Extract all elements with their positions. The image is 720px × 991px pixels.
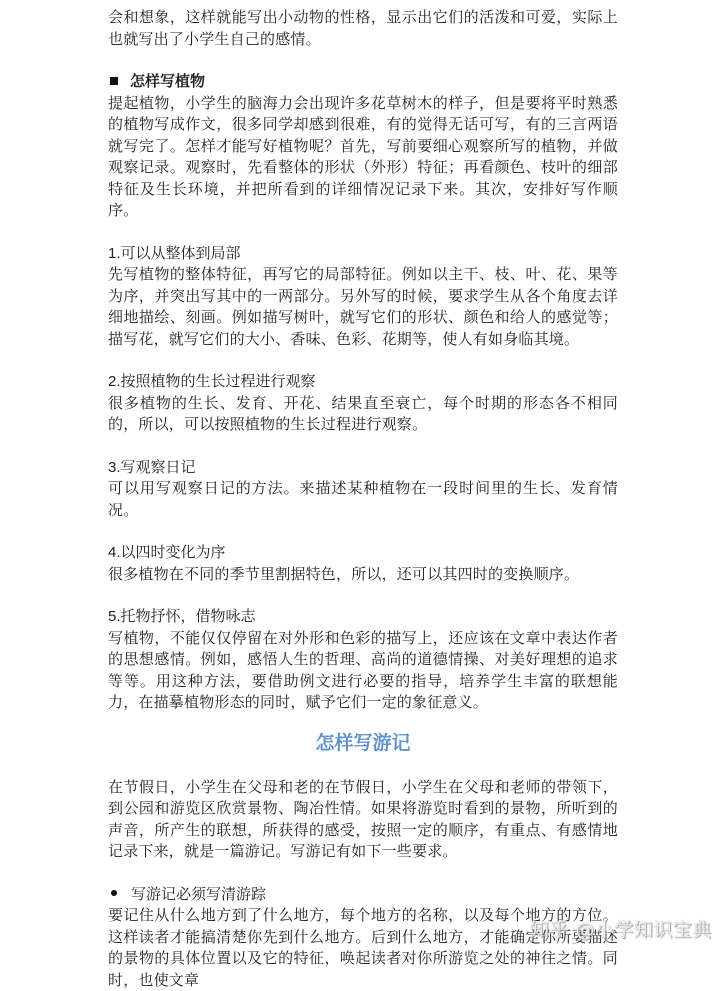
plants-item-4-title: 4.以四时变化为序 <box>108 543 226 561</box>
square-bullet-icon <box>110 77 118 85</box>
plants-intro-paragraph: 提起植物，小学生的脑海力会出现许多花草树木的样子，但是要将平时熟悉的植物写成作文，很多同学却感到很难，有的觉得无话可写，有的三言两语就写完了。怎样才能写好植物呢？首先，写前要细心观察所写的植物，并做观察记录。观察时，先看整体的形状（外形）特征；再看颜色、枝叶的细部特征及生长环境，并把所看到的详细情况记录下来。其次，安排好写作顺序。 <box>108 93 618 219</box>
plants-item-4-body: 很多植物在不同的季节里割据特色，所以，还可以其四时的变换顺序。 <box>108 564 580 583</box>
zhihu-watermark: 知乎 @小学知识宝典 <box>529 919 712 941</box>
plants-item-1-body: 先写植物的整体特征，再写它的局部特征。例如以主干、枝、叶、花、果等为序，并突出写其中的一两部分。另外写的时候，要求学生从各个角度去详细地描绘、刻画。例如描写树叶，就写它们的形状、颜色和给人的感觉等；描写花，就写它们的大小、香味、色彩、花期等，使人有如身临其境。 <box>108 265 618 348</box>
plants-item-2-body: 很多植物的生长、发育、开花、结果直至衰亡，每个时期的形态各不相同的，所以，可以按照植物的生长过程进行观察。 <box>108 393 618 433</box>
document-page <box>108 7 618 991</box>
round-bullet-icon <box>111 890 117 896</box>
travel-bullet-1-body: 要记住从什么地方到了什么地方，每个地方的名称，以及每个地方的方位。这样读者才能搞清楚你先到什么地方。后到什么地方，才能确定你所要描述的景物的具体位置以及它的特征，唤起读者对你所游览之处的神往之情。同时，也使文章 <box>108 906 618 989</box>
travel-bullet-1-title: 写游记必须写清游踪 <box>108 884 618 906</box>
section-heading-plants: 怎样写植物 <box>108 71 618 93</box>
plants-item-3-body: 可以用写观察日记的方法。来描述某种植物在一段时间里的生长、发育情况。 <box>108 479 618 519</box>
plants-item-5-title: 5.托物抒怀，借物咏志 <box>108 607 256 625</box>
travel-intro-paragraph: 在节假日，小学生在父母和老的在节假日，小学生在父母和老师的带领下，到公园和游览区欣赏景物、陶冶性情。如果将游览时看到的景物，所听到的声音，所产生的联想，所获得的感受，按照一定的顺序，有重点、有感情地记录下来，就是一篇游记。写游记有如下一些要求。 <box>108 777 618 860</box>
section-title-travel: 怎样写游记 <box>315 731 411 754</box>
plants-item-3-title: 3.写观察日记 <box>108 457 196 476</box>
intro-paragraph: 会和想象，这样就能写出小动物的性格，显示出它们的活泼和可爱，实际上也就写出了小学生自己的感情。 <box>108 8 618 48</box>
plants-item-5-body: 写植物，不能仅仅停留在对外形和色彩的描写上，还应该在文章中表达作者的思想感情。例如，感悟人生的哲理、高尚的道德情操、对美好理想的追求等等。用这种方法，要借助例文进行必要的指导，培养学生丰富的联想能力，在描摹植物形态的同时，赋予它们一定的象征意义。 <box>108 628 618 711</box>
plants-item-2-title: 2.按照植物的生长过程进行观察 <box>108 372 316 390</box>
plants-item-1-title: 1.可以从整体到局部 <box>108 243 241 262</box>
